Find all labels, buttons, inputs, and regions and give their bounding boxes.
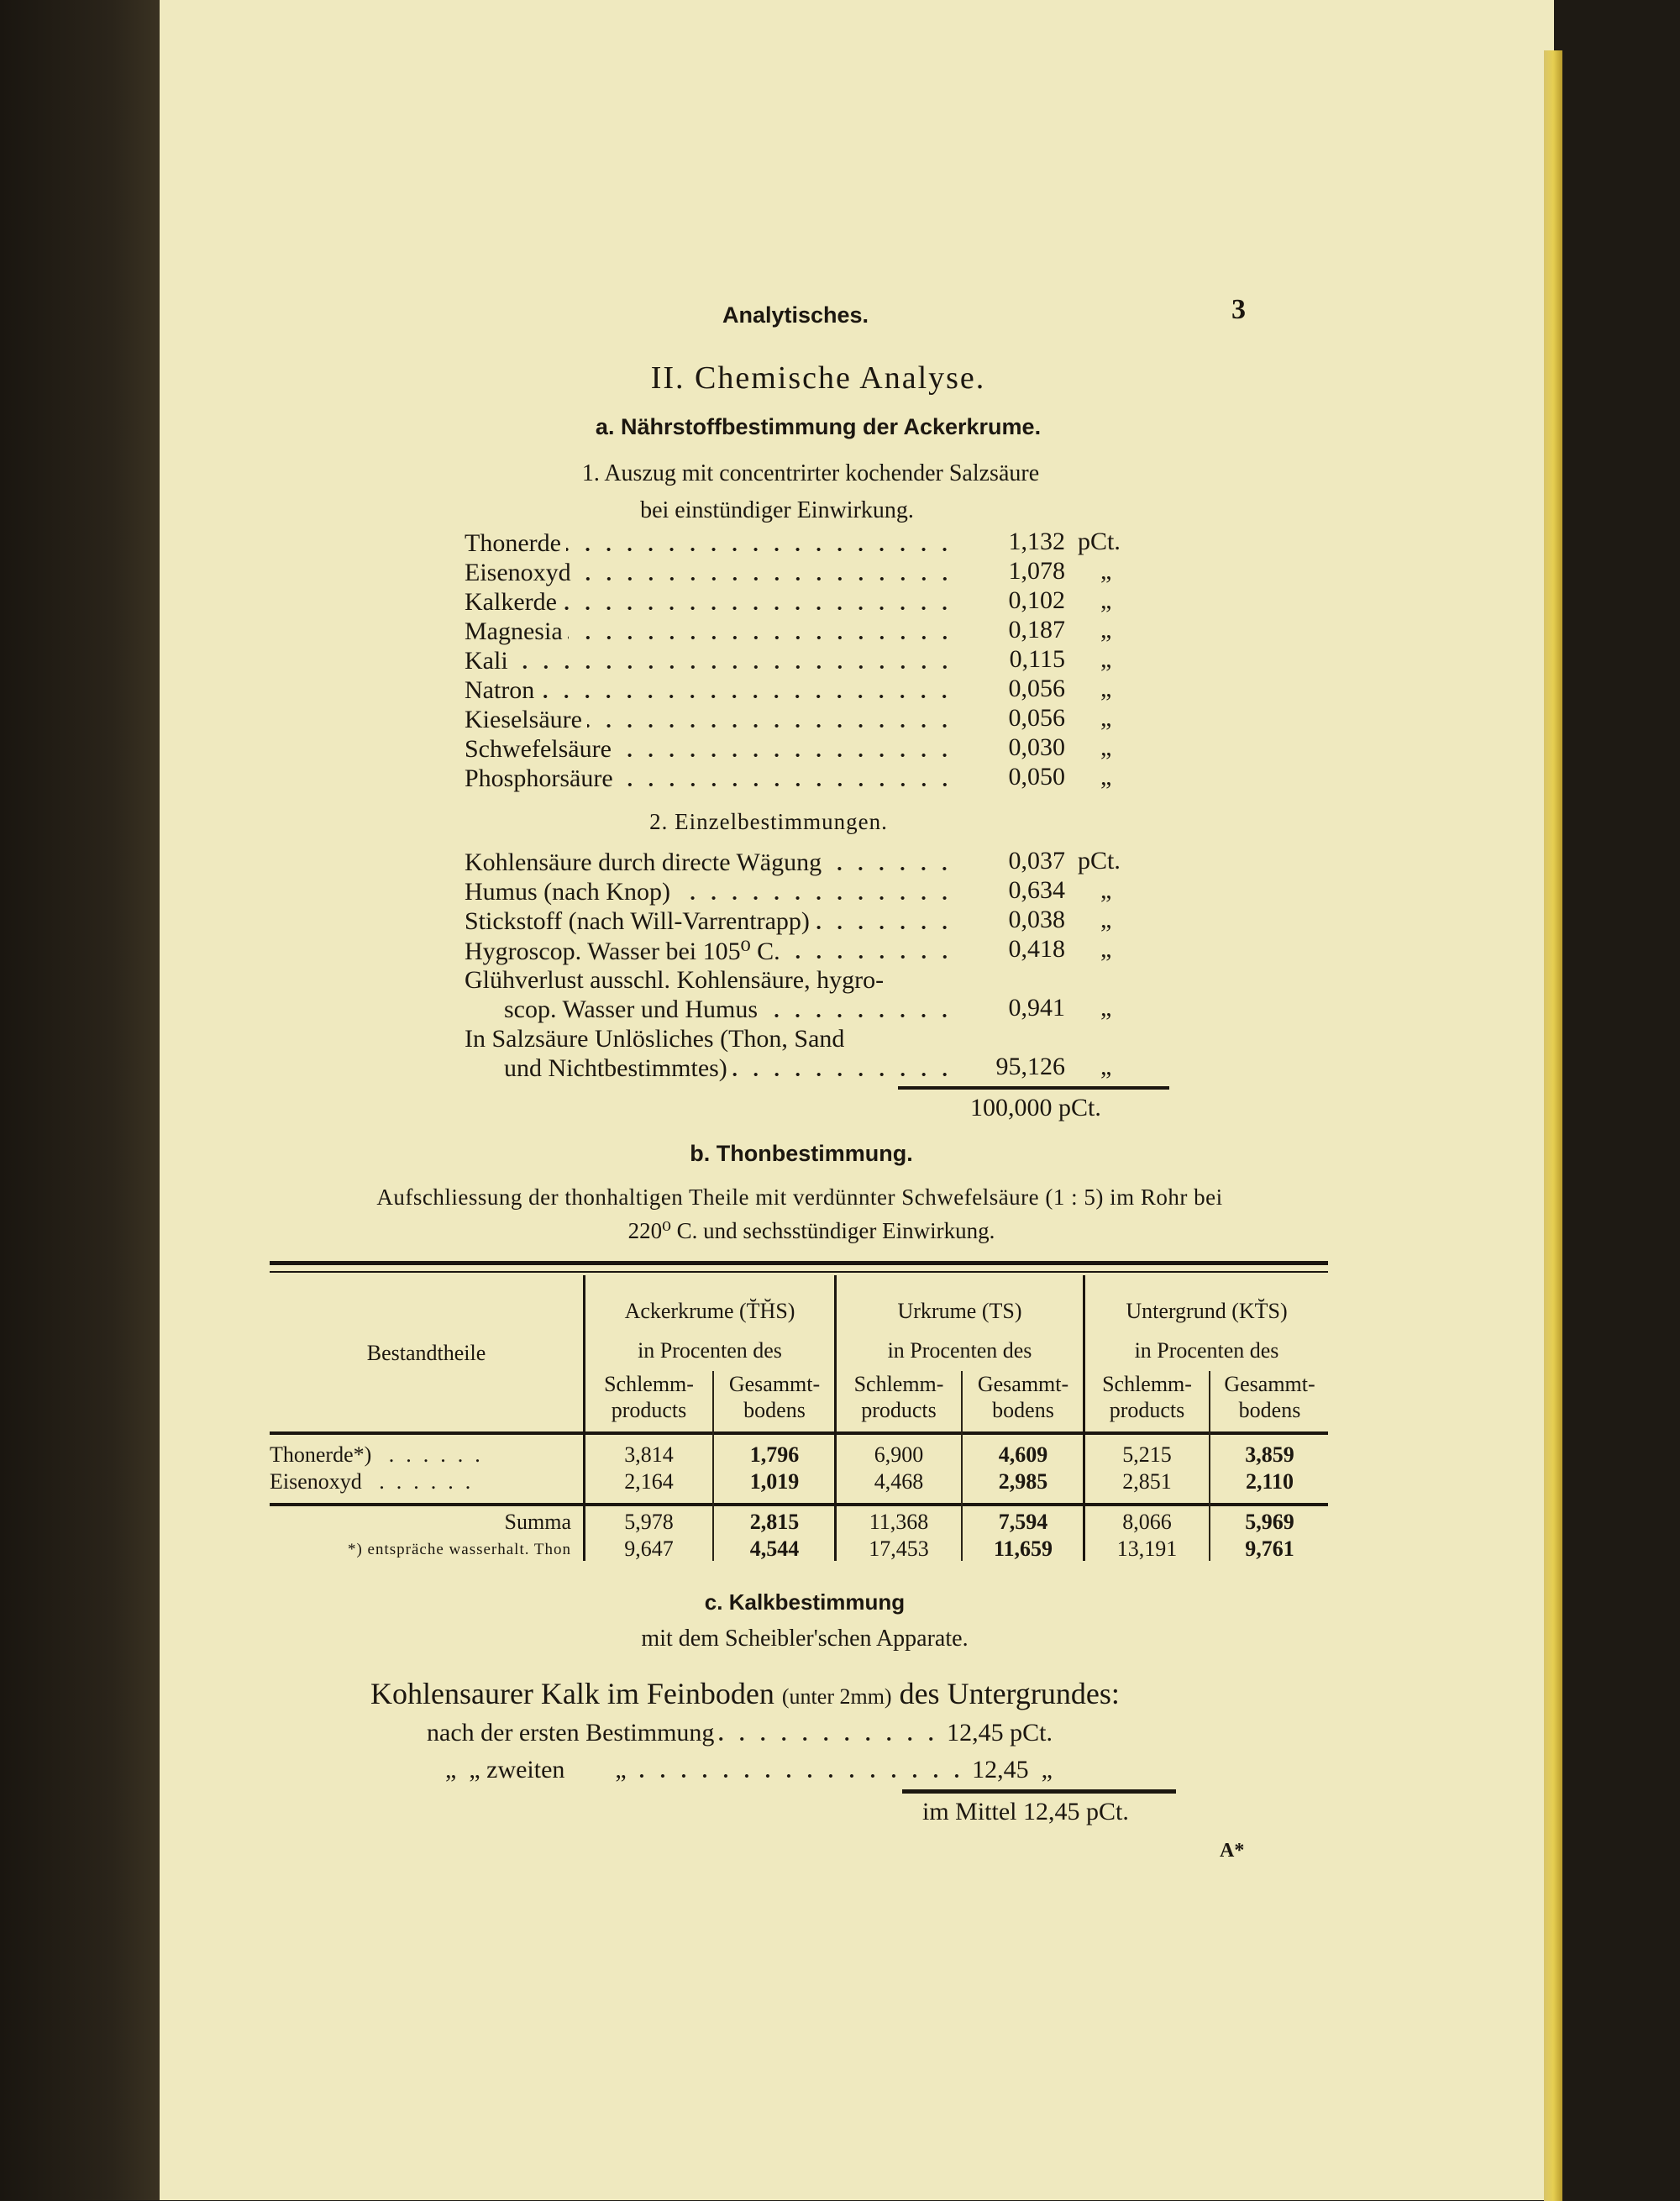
item-unit: „ — [1100, 616, 1112, 643]
subcol-line2: bodens — [1238, 1398, 1301, 1423]
table-cell: 5,978 — [624, 1510, 674, 1534]
item-label: In Salzsäure Unlösliches (Thon, Sand — [465, 1025, 845, 1053]
table-row-label: Eisenoxyd ...... — [270, 1469, 483, 1494]
item-value: 0,037 — [1008, 847, 1065, 875]
item-value: 0,187 — [1008, 616, 1065, 643]
table-cell: 9,647 — [624, 1536, 674, 1561]
table-cell: 17,453 — [869, 1536, 929, 1561]
subcol-divider — [712, 1371, 714, 1561]
subcol-line2: products — [861, 1398, 937, 1423]
list-item — [465, 529, 960, 559]
list-item — [465, 937, 960, 966]
group-header-ackerkrume: Ackerkrume (T̆H̆S) — [624, 1299, 795, 1323]
item-label: Glühverlust ausschl. Kohlensäure, hygro- — [465, 966, 885, 994]
subcol-line1: Gesammt- — [728, 1372, 821, 1396]
list-item — [465, 735, 960, 764]
table-cell: 2,985 — [998, 1469, 1048, 1494]
table-cell: 2,851 — [1122, 1469, 1172, 1494]
subcol-gesammtbodens — [715, 1371, 834, 1423]
item-value: 1,078 — [1008, 557, 1065, 585]
value: 12,45 „ — [972, 1756, 1053, 1783]
item-unit: „ — [1100, 994, 1112, 1022]
header-bottom-rule — [270, 1431, 1328, 1435]
leader-dots — [732, 1072, 955, 1077]
item-unit: „ — [1100, 586, 1112, 614]
list-item — [465, 848, 960, 878]
item-label: Thonerde — [465, 529, 561, 557]
item-label: Eisenoxyd — [465, 559, 571, 586]
subcol-gesammtbodens — [1211, 1371, 1328, 1423]
leader-dots — [566, 547, 955, 552]
table-row-label — [277, 1536, 571, 1560]
list-item — [465, 706, 960, 735]
item-value: 0,418 — [1008, 935, 1065, 963]
page-edge — [1544, 50, 1562, 2201]
row-label-text: Eisenoxyd — [270, 1469, 362, 1494]
c-subheading: mit dem Scheibler'schen Apparate. — [641, 1626, 969, 1652]
subcol-line1: Schlemm- — [1102, 1372, 1192, 1396]
leader-dots — [827, 866, 955, 871]
single-heading: 2. Einzelbestimmungen. — [649, 809, 888, 834]
label: „ „ zweiten „ — [445, 1756, 627, 1783]
item-label: Magnesia — [465, 617, 563, 645]
list-item-line1 — [465, 966, 960, 995]
leader-dots — [618, 782, 955, 787]
page-number: 3 — [1231, 294, 1246, 325]
item-value: 0,030 — [1008, 733, 1065, 761]
leader-dots — [587, 723, 955, 728]
subcol-line1: Schlemm- — [853, 1372, 944, 1396]
item-value: 1,132 — [1008, 528, 1065, 555]
subcol-gesammtbodens — [963, 1371, 1083, 1423]
leader-dots — [539, 694, 955, 699]
subcol-line2: products — [611, 1398, 687, 1423]
leader-dots — [617, 753, 955, 758]
extract-line1: 1. Auszug mit concentrirter kochender Salzsäure — [581, 460, 1040, 486]
table-cell: 4,544 — [749, 1536, 800, 1561]
list-item — [465, 647, 960, 676]
kalk-line2 — [445, 1756, 1053, 1785]
list-item — [465, 617, 960, 647]
item-label: Kohlensäure durch directe Wägung — [465, 848, 822, 876]
group-sub: in Procenten des — [1134, 1338, 1279, 1363]
subcol-divider — [961, 1371, 963, 1561]
kalk-heading-end: des Untergrundes: — [899, 1677, 1120, 1710]
leader-dots — [576, 576, 955, 581]
item-label: Stickstoff (nach Will-Varrentrapp) — [465, 907, 810, 935]
item-value: 0,056 — [1008, 704, 1065, 732]
list-item — [465, 559, 960, 588]
list-item — [465, 907, 960, 937]
item-label: und Nichtbestimmtes) — [504, 1054, 727, 1082]
item-unit: pCt. — [1078, 847, 1121, 875]
subcol-divider — [1209, 1371, 1210, 1561]
table-cell: 13,191 — [1116, 1536, 1178, 1561]
item-value: 95,126 — [995, 1053, 1065, 1080]
kalk-mean: im Mittel 12,45 pCt. — [922, 1798, 1129, 1825]
table-cell: 5,969 — [1245, 1510, 1294, 1534]
list-item — [465, 588, 960, 617]
item-value: 0,056 — [1008, 675, 1065, 702]
item-unit: „ — [1100, 645, 1112, 673]
section-title: II. Chemische Analyse. — [650, 360, 986, 396]
leader-dots — [675, 896, 955, 901]
table-cell: 11,659 — [993, 1536, 1053, 1561]
item-unit: „ — [1100, 906, 1112, 933]
sum-rule — [898, 1086, 1169, 1090]
leader-dots — [568, 635, 955, 640]
table-cell: 8,066 — [1122, 1510, 1172, 1534]
kalk-heading-main: Kohlensaurer Kalk im Feinboden — [370, 1677, 774, 1710]
list-item — [504, 995, 960, 1025]
table-cell: 1,019 — [749, 1469, 800, 1494]
item-value: 0,941 — [1008, 994, 1065, 1022]
subcol-line2: bodens — [743, 1398, 806, 1423]
item-label: Schwefelsäure — [465, 735, 612, 763]
group-header-untergrund: Untergrund (KT̆S) — [1126, 1299, 1288, 1323]
item-unit: „ — [1100, 763, 1112, 791]
subsection-a-heading: a. Nährstoffbestimmung der Ackerkrume. — [595, 414, 1042, 439]
list-item — [504, 1054, 960, 1084]
running-head: Analytisches. — [722, 302, 869, 328]
item-label: Hygroscop. Wasser bei 105⁰ C. — [465, 938, 780, 965]
page — [160, 0, 1554, 2200]
item-value: 0,102 — [1008, 586, 1065, 614]
list-item — [465, 676, 960, 706]
signature-mark: A* — [1220, 1840, 1245, 1862]
row-label-text: Summa — [504, 1510, 571, 1534]
value: 12,45 pCt. — [947, 1719, 1053, 1747]
item-value: 0,634 — [1008, 876, 1065, 904]
item-unit: „ — [1100, 557, 1112, 585]
subcol-line1: Gesammt- — [977, 1372, 1069, 1396]
row-label-text: Thonerde*) — [270, 1442, 372, 1467]
table-cell: 2,815 — [749, 1510, 800, 1534]
item-unit: „ — [1100, 876, 1112, 904]
table-cell: 2,110 — [1245, 1469, 1294, 1494]
col-header-bestandtheile: Bestandtheile — [366, 1341, 486, 1365]
table-cell: 1,796 — [749, 1442, 800, 1467]
subcol-line2: products — [1109, 1398, 1185, 1423]
leader-dots — [763, 1013, 955, 1018]
subsection-b-heading: b. Thonbestimmung. — [690, 1141, 913, 1166]
extract-line2: bei einstündiger Einwirkung. — [640, 497, 914, 523]
leader-dots — [815, 925, 955, 930]
table-top-rule-thin — [270, 1271, 1328, 1273]
item-unit: pCt. — [1078, 528, 1121, 555]
b-text-line2: 220⁰ C. und sechsstündiger Einwirkung. — [627, 1218, 995, 1243]
table-cell: 6,900 — [874, 1442, 924, 1467]
leader-dots — [513, 665, 955, 670]
item-label: Kalkerde — [465, 588, 557, 616]
mean-rule — [902, 1789, 1176, 1794]
table-cell: 11,368 — [869, 1510, 929, 1534]
item-label: Kieselsäure — [465, 706, 582, 733]
list-item — [465, 764, 960, 794]
table-cell: 9,761 — [1245, 1536, 1294, 1561]
table-cell: 3,859 — [1245, 1442, 1294, 1467]
kalk-line1 — [427, 1719, 1053, 1748]
kalk-heading-paren: (unter 2mm) — [781, 1684, 892, 1709]
item-value: 0,050 — [1008, 763, 1065, 791]
item-value: 0,115 — [1009, 645, 1065, 673]
item-label: scop. Wasser und Humus — [504, 995, 759, 1023]
subcol-schlemmproducts — [837, 1371, 961, 1423]
subcol-line1: Schlemm- — [604, 1372, 694, 1396]
total-value: 100,000 pCt. — [970, 1094, 1101, 1122]
item-unit: „ — [1100, 1053, 1112, 1080]
row-label-text: *) entspräche wasserhalt. Thon — [347, 1541, 571, 1558]
table-cell: 4,609 — [998, 1442, 1048, 1467]
subcol-schlemmproducts — [1085, 1371, 1209, 1423]
label: nach der ersten Bestimmung — [427, 1719, 715, 1747]
leader-dots — [562, 606, 955, 611]
group-header-urkrume: Urkrume (TS) — [897, 1299, 1022, 1323]
table-cell: 3,814 — [624, 1442, 674, 1467]
table-row-label — [277, 1509, 571, 1535]
list-item-line1 — [465, 1025, 960, 1054]
item-unit: „ — [1100, 935, 1112, 963]
group-sub: in Procenten des — [887, 1338, 1032, 1363]
kalk-heading — [370, 1676, 1120, 1711]
item-label: Phosphorsäure — [465, 764, 613, 792]
item-unit: „ — [1100, 704, 1112, 732]
item-label: Natron — [465, 676, 535, 704]
group-sub: in Procenten des — [638, 1338, 782, 1363]
item-value: 0,038 — [1008, 906, 1065, 933]
table-top-rule — [270, 1261, 1328, 1265]
item-label: Kali — [465, 647, 508, 675]
b-text-line1: Aufschliessung der thonhaltigen Theile mit verdünnter Schwefelsäure (1 : 5) im Rohr bei — [376, 1185, 1223, 1210]
subcol-line1: Gesammt- — [1224, 1372, 1315, 1396]
table-cell: 5,215 — [1122, 1442, 1172, 1467]
table-cell: 2,164 — [624, 1469, 674, 1494]
sum-rule — [270, 1503, 1328, 1506]
table-cell: 4,468 — [874, 1469, 924, 1494]
subcol-line2: bodens — [992, 1398, 1054, 1423]
table-row-label: Thonerde*) ...... — [270, 1442, 492, 1467]
subcol-schlemmproducts — [585, 1371, 712, 1423]
subsection-c-heading: c. Kalkbestimmung — [704, 1589, 906, 1615]
item-unit: „ — [1100, 733, 1112, 761]
list-item — [465, 878, 960, 907]
table-cell: 7,594 — [998, 1510, 1048, 1534]
leader-dots — [785, 954, 955, 959]
item-unit: „ — [1100, 675, 1112, 702]
item-label: Humus (nach Knop) — [465, 878, 670, 906]
book-gutter — [0, 0, 160, 2200]
